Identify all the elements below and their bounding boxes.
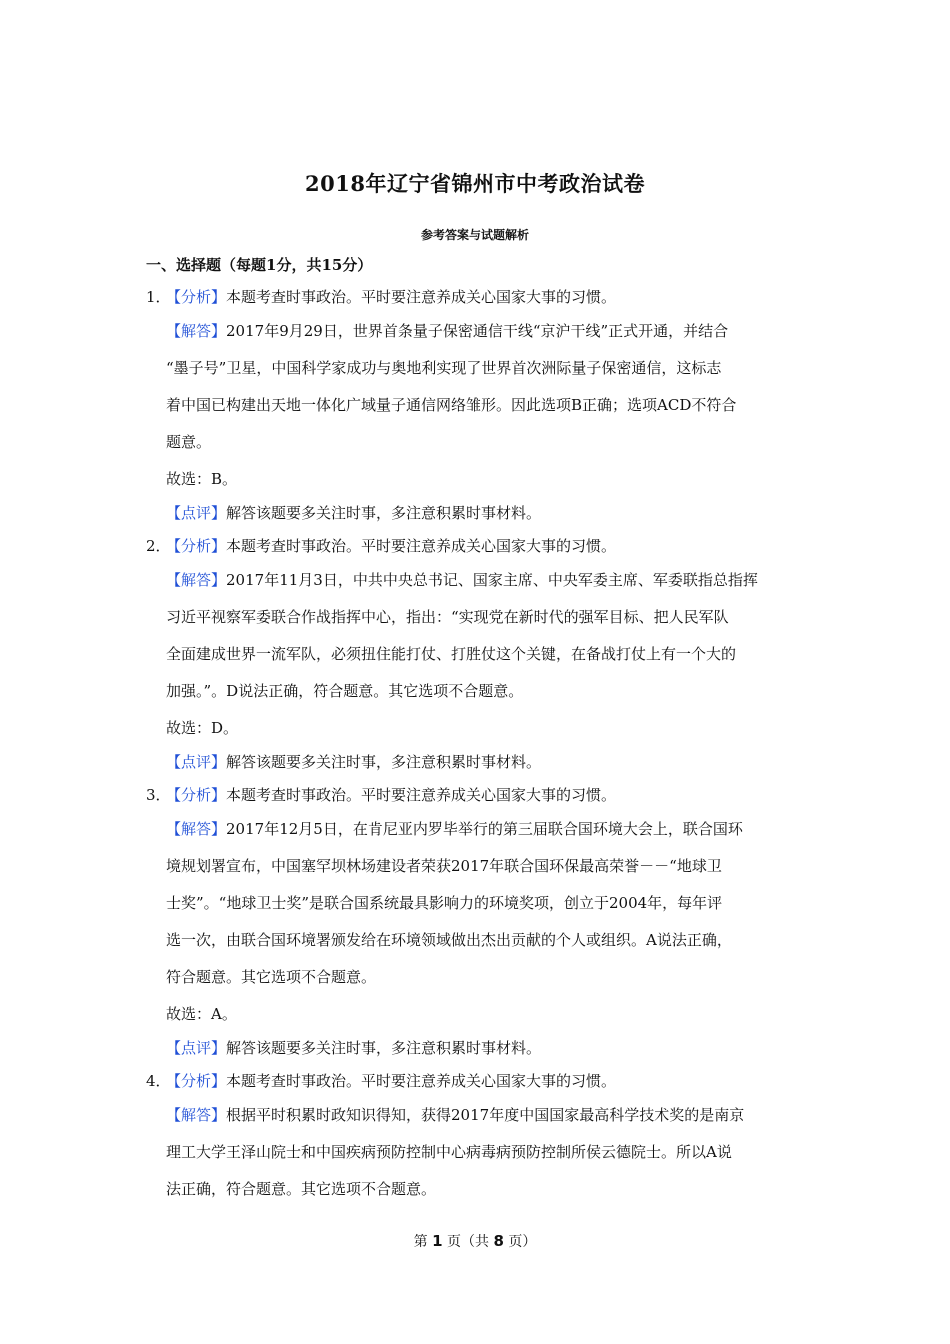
answer-line — [0, 967, 806, 987]
page-footer — [0, 1231, 950, 1251]
answer-text: 2017年12月5日，在肯尼亚内罗毕举行的第三届联合国环境大会上，联合国环 — [226, 820, 743, 838]
answer-tag: 【解答】 — [166, 1106, 227, 1124]
comment-line — [0, 752, 806, 772]
question-block — [0, 536, 950, 772]
question-number: 1． — [146, 288, 171, 306]
answer-tag: 【解答】 — [166, 322, 227, 340]
analysis-text: 本题考查时事政治。平时要注意养成关心国家大事的习惯。 — [226, 786, 617, 804]
answer-paragraph — [0, 819, 950, 987]
answer-line — [0, 930, 806, 950]
footer-middle: 页（共 — [447, 1234, 489, 1250]
question-block — [0, 287, 950, 523]
analysis-line — [0, 1071, 806, 1091]
analysis-line — [0, 785, 806, 805]
answer-line — [0, 644, 806, 664]
comment-tag: 【点评】 — [166, 1039, 227, 1057]
answer-text: 习近平视察军委联合作战指挥中心，指出：“实现党在新时代的强军目标、把人民军队 — [166, 608, 729, 626]
question-number: 2． — [146, 537, 171, 555]
analysis-text: 本题考查时事政治。平时要注意养成关心国家大事的习惯。 — [226, 288, 617, 306]
answer-line — [0, 856, 806, 876]
answer-line — [0, 395, 806, 415]
question-number: 3． — [146, 786, 171, 804]
analysis-tag: 【分析】 — [166, 288, 227, 306]
answer-line — [0, 819, 806, 839]
analysis-line — [0, 536, 806, 556]
document-title: 2018年辽宁省锦州市中考政治试卷 — [305, 171, 645, 196]
comment-text: 解答该题要多关注时事，多注意积累时事材料。 — [226, 504, 542, 522]
choice-line: 故选：B。 — [166, 470, 238, 488]
section-heading: 一、选择题（每题1分，共15分） — [146, 256, 373, 274]
answer-text: 选一次，由联合国环境署颁发给在环境领域做出杰出贡献的个人或组织。A说法正确， — [166, 931, 732, 949]
answer-line — [0, 893, 806, 913]
footer-suffix: 页） — [508, 1234, 537, 1250]
answer-text: 着中国已构建出天地一体化广域量子通信网络雏形。因此选项B正确；选项ACD不符合 — [166, 396, 737, 414]
answer-text: 题意。 — [166, 433, 212, 451]
answer-line — [0, 321, 806, 341]
footer-total-pages: 8 — [493, 1232, 504, 1250]
analysis-text: 本题考查时事政治。平时要注意养成关心国家大事的习惯。 — [226, 1072, 617, 1090]
comment-text: 解答该题要多关注时事，多注意积累时事材料。 — [226, 1039, 542, 1057]
question-number: 4． — [146, 1072, 171, 1090]
answer-text: 2017年9月29日，世界首条量子保密通信干线“京沪干线”正式开通，并结合 — [226, 322, 729, 340]
question-block — [0, 785, 950, 1058]
answer-text: 2017年11月3日，中共中央总书记、国家主席、中央军委主席、军委联指总指挥 — [226, 571, 758, 589]
answer-paragraph — [0, 570, 950, 701]
comment-tag: 【点评】 — [166, 753, 227, 771]
comment-line — [0, 1038, 806, 1058]
answer-text: 士奖”。“地球卫士奖”是联合国系统最具影响力的环境奖项，创立于2004年，每年评 — [166, 894, 723, 912]
answer-tag: 【解答】 — [166, 571, 227, 589]
answer-line — [0, 1179, 806, 1199]
answer-text: 符合题意。其它选项不合题意。 — [166, 968, 377, 986]
answer-paragraph — [0, 1105, 950, 1199]
choice-line: 故选：D。 — [166, 719, 239, 737]
answer-text: 根据平时积累时政知识得知，获得2017年度中国国家最高科学技术奖的是南京 — [226, 1106, 745, 1124]
footer-prefix: 第 — [413, 1234, 428, 1250]
footer-page-number: 1 — [432, 1232, 443, 1250]
answer-line — [0, 1105, 806, 1125]
document-subtitle: 参考答案与试题解析 — [420, 228, 529, 242]
answer-line — [0, 1142, 806, 1162]
answer-text: 全面建成世界一流军队，必须扭住能打仗、打胜仗这个关键，在备战打仗上有一个大的 — [166, 645, 737, 663]
answer-line — [0, 358, 806, 378]
questions-container — [0, 287, 950, 1216]
answer-text: 境规划署宣布，中国塞罕坝林场建设者荣获2017年联合国环保最高荣誉－－“地球卫 — [166, 857, 722, 875]
analysis-tag: 【分析】 — [166, 537, 227, 555]
answer-text: 理工大学王泽山院士和中国疾病预防控制中心病毒病预防控制所侯云德院士。所以A说 — [166, 1143, 732, 1161]
analysis-line — [0, 287, 806, 307]
choice-line: 故选：A。 — [166, 1005, 237, 1023]
question-block — [0, 1071, 950, 1199]
answer-text: “墨子号”卫星，中国科学家成功与奥地利实现了世界首次洲际量子保密通信，这标志 — [166, 359, 722, 377]
answer-paragraph — [0, 321, 950, 452]
answer-text: 法正确，符合题意。其它选项不合题意。 — [166, 1180, 437, 1198]
comment-line — [0, 503, 806, 523]
comment-text: 解答该题要多关注时事，多注意积累时事材料。 — [226, 753, 542, 771]
analysis-tag: 【分析】 — [166, 1072, 227, 1090]
analysis-text: 本题考查时事政治。平时要注意养成关心国家大事的习惯。 — [226, 537, 617, 555]
analysis-tag: 【分析】 — [166, 786, 227, 804]
answer-line — [0, 681, 806, 701]
answer-line — [0, 607, 806, 627]
answer-text: 加强。”。D说法正确，符合题意。其它选项不合题意。 — [166, 682, 524, 700]
comment-tag: 【点评】 — [166, 504, 227, 522]
answer-line — [0, 432, 806, 452]
answer-line — [0, 570, 806, 590]
answer-tag: 【解答】 — [166, 820, 227, 838]
